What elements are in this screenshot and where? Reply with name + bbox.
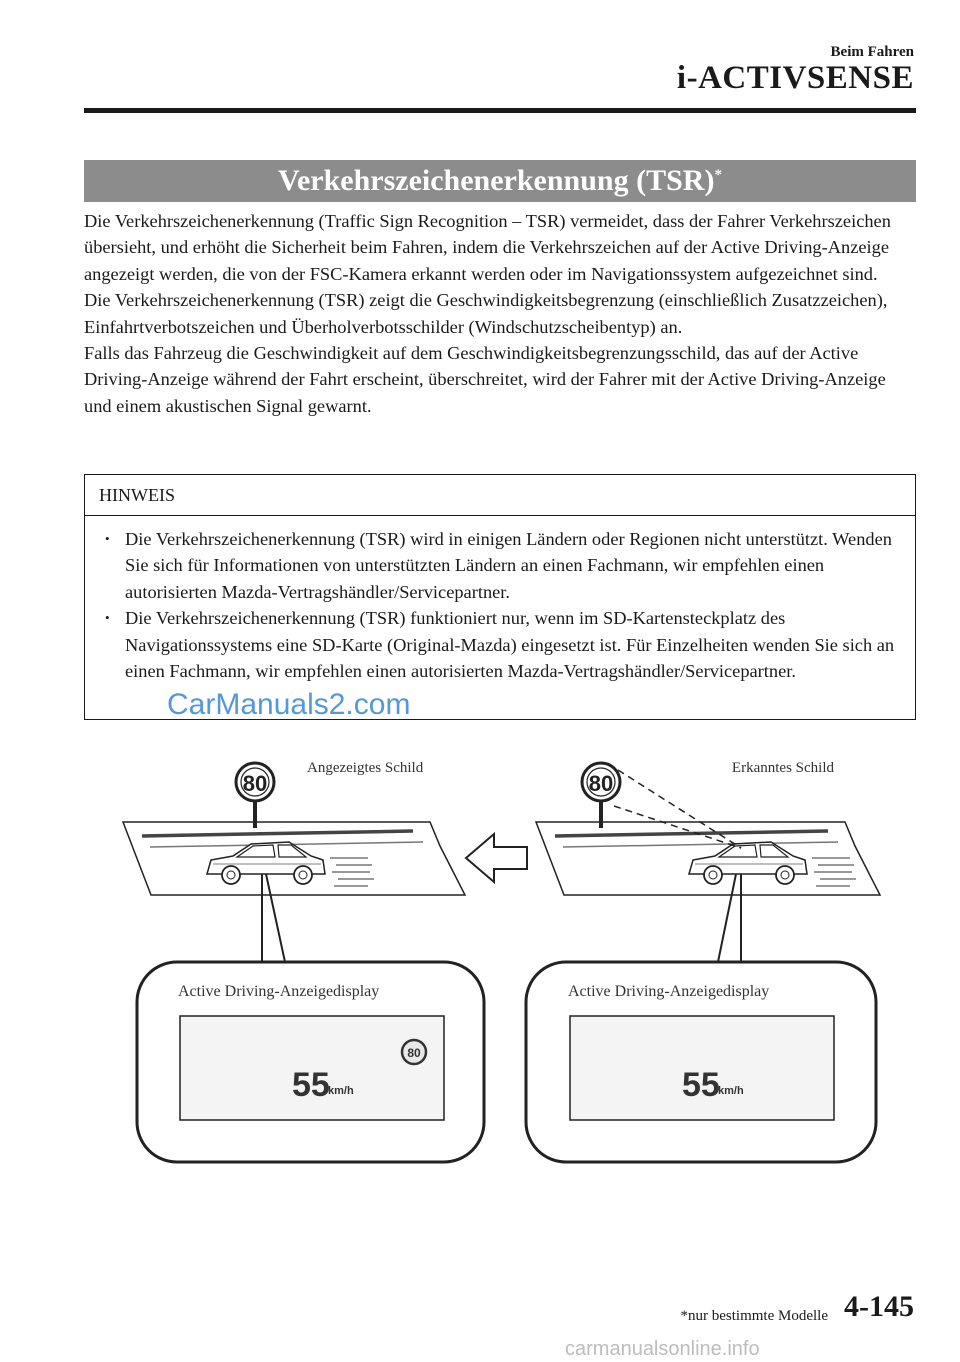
arrow-left-icon (466, 834, 527, 882)
paragraph: Die Verkehrszeichenerkennung (TSR) zeigt die Geschwindigkeitsbegrenzung (einschließlich Zusatzzeichen), Einfahrtverbotszeichen und Überholverbotsschilder (Windschutzscheibentyp) an. (84, 290, 888, 337)
display-title: Active Driving-Anzeigedisplay (568, 983, 770, 1000)
note-item: • Die Verkehrszeichenerkennung (TSR) wird in einigen Ländern oder Regionen nicht unterstützt. Wenden Sie sich für Informationen von unterstützten Ländern an einen Fachmann, wir empfehlen einen autorisierten Mazda-Vertragshändler/Servicepartner. (125, 526, 901, 605)
speed-unit: km/h (328, 1085, 354, 1097)
sign-value: 80 (242, 771, 268, 796)
label-displayed-sign: Angezeigtes Schild (307, 760, 424, 776)
label-recognized-sign: Erkanntes Schild (731, 760, 834, 776)
paragraph: Falls das Fahrzeug die Geschwindigkeit auf dem Geschwindigkeitsbegrenzungsschild, das auf der Active Driving-Anzeige während der Fahrt erscheint, überschreitet, wird der Fahrer mit der Active Driving-Anzeige und einem akustischen Signal gewarnt. (84, 343, 886, 416)
footnote: *nur bestimmte Modelle (680, 1308, 828, 1324)
display-title: Active Driving-Anzeigedisplay (178, 983, 380, 1000)
header-chapter: i-ACTIVSENSE (676, 60, 914, 96)
watermark: CarManuals2.com (167, 688, 411, 721)
footer-watermark: carmanualsonline.info (565, 1338, 760, 1360)
display-sign-value: 80 (407, 1046, 421, 1060)
speed-value: 55 (682, 1066, 720, 1104)
sign-value: 80 (588, 771, 614, 796)
paragraph: Die Verkehrszeichenerkennung (Traffic Sign Recognition – TSR) vermeidet, dass der Fahrer Verkehrszeichen übersieht, und erhöht die Sicherheit beim Fahren, indem die Verkehrszeichen auf der Active Driving-Anzeige angezeigt werden, die von der FSC-Kamera erkannt werden oder im Navigationssystem aufgezeichnet sind. (84, 211, 891, 284)
section-title: Verkehrszeichenerkennung (TSR) (278, 164, 715, 197)
page-number: 4-145 (844, 1290, 914, 1323)
speed-value: 55 (292, 1066, 330, 1104)
footnote-mark: * (714, 167, 722, 183)
header-section: Beim Fahren (830, 44, 914, 60)
speed-unit: km/h (718, 1085, 744, 1097)
note-item: • Die Verkehrszeichenerkennung (TSR) funktioniert nur, wenn im SD-Kartensteckplatz des Navigationssystems eine SD-Karte (Original-Mazda) eingesetzt ist. Für Einzelheiten wenden Sie sich an einen Fachmann, wir empfehlen einen autorisierten Mazda-Vertragshändler/Servicepartner. (125, 605, 901, 684)
note-heading: HINWEIS (85, 475, 915, 516)
